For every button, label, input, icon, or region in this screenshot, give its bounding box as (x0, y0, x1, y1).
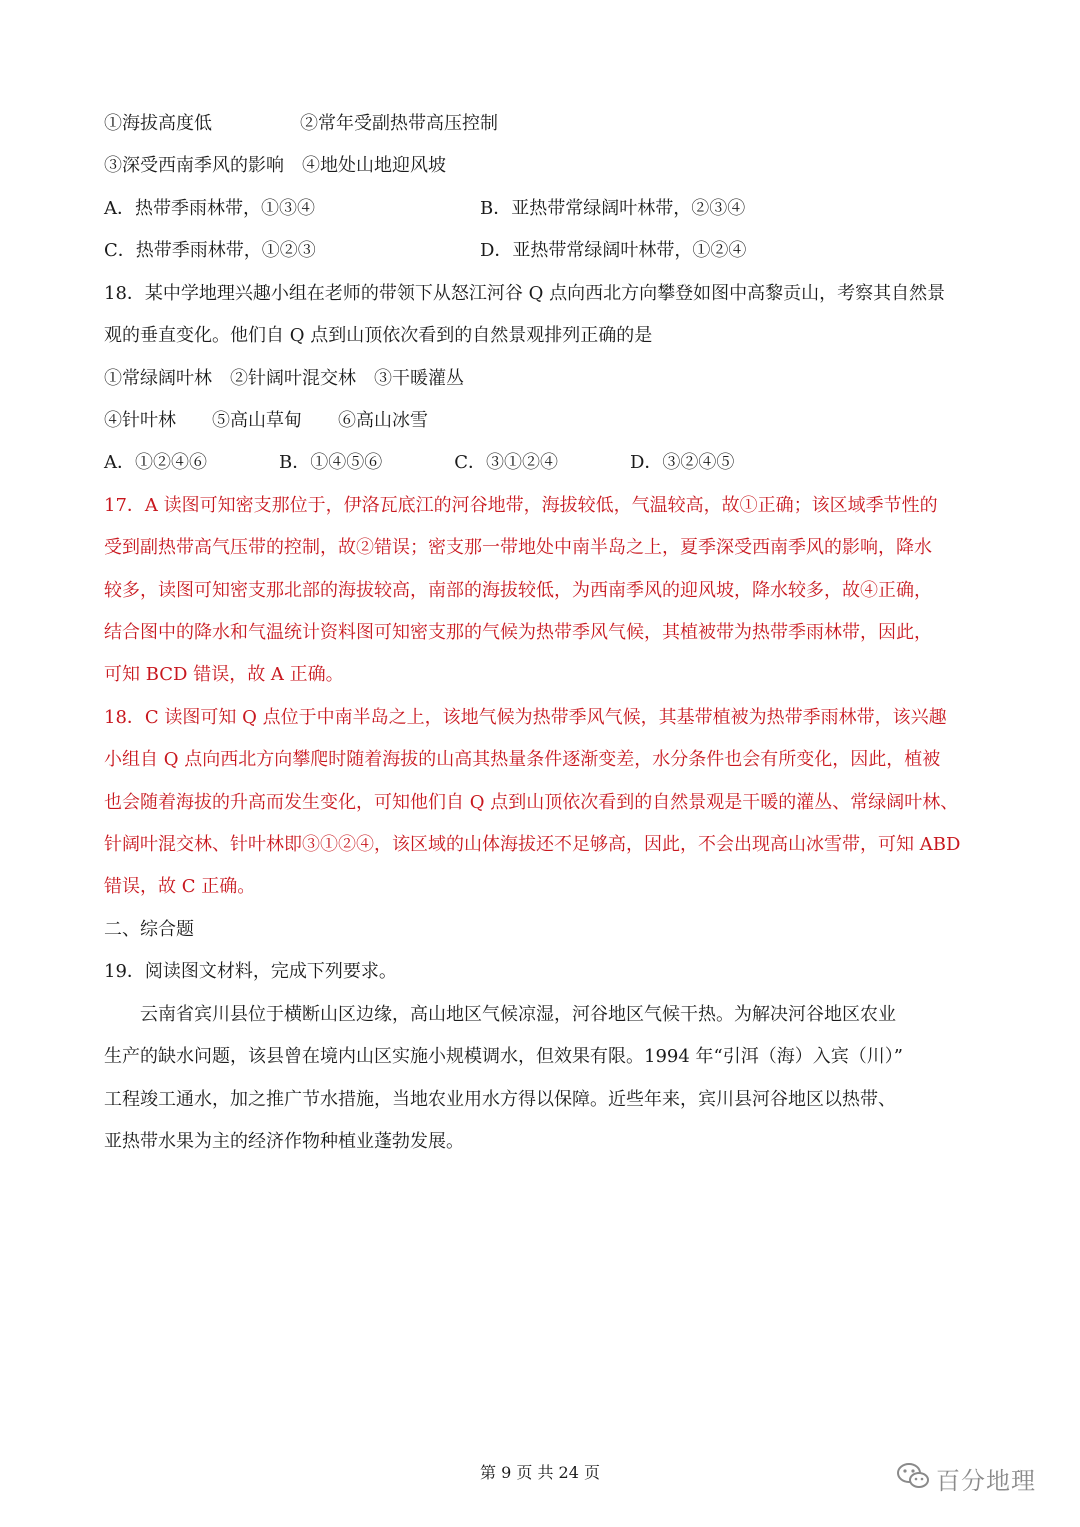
watermark (896, 1462, 1036, 1494)
answer-17-line: 受到副热带高气压带的控制，故②错误；密支那一带地处中南半岛之上，夏季深受西南季风的影响，降水 (104, 537, 932, 558)
material-line: 生产的缺水问题，该县曾在境内山区实施小规模调水，但效果有限。1994 年“引洱（海）入宾（川）” (104, 1046, 903, 1067)
watermark-text: 百分地理 (936, 1466, 1036, 1495)
question-18-stem-line-1: 18．某中学地理兴趣小组在老师的带领下从怒江河谷 Q 点向西北方向攀登如图中高黎贡山，考察其自然景 (104, 283, 946, 304)
statement-2: ②常年受副热带高压控制 (300, 113, 498, 134)
choice-b: B．亚热带常绿阔叶林带，②③④ (480, 198, 746, 219)
section-2-title: 二、综合题 (104, 919, 194, 940)
choice-c: C．热带季雨林带，①②③ (104, 240, 316, 261)
page-number: 第 9 页 共 24 页 (480, 1463, 600, 1482)
answer-17-line: 17．A 读图可知密支那位于，伊洛瓦底江的河谷地带，海拔较低，气温较高，故①正确；该区域季节性的 (104, 495, 938, 516)
choice-a: A．热带季雨林带，①③④ (104, 198, 315, 219)
answer-18-line: 小组自 Q 点向西北方向攀爬时随着海拔的山高其热量条件逐渐变差，水分条件也会有所变化，因此，植被 (104, 749, 941, 770)
question-18-items-line-1: ①常绿阔叶林 ②针阔叶混交林 ③干暖灌丛 (104, 368, 464, 389)
question-19-stem: 19．阅读图文材料，完成下列要求。 (104, 961, 397, 982)
answer-17-line: 较多，读图可知密支那北部的海拔较高，南部的海拔较低，为西南季风的迎风坡，降水较多，故④正确， (104, 580, 932, 601)
question-18-choices: A．①②④⑥ B．①④⑤⑥ C．③①②④ D．③②④⑤ (104, 452, 735, 473)
question-18-stem-line-2: 观的垂直变化。他们自 Q 点到山顶依次看到的自然景观排列正确的是 (104, 325, 653, 346)
material-line: 工程竣工通水，加之推广节水措施，当地农业用水方得以保障。近些年来，宾川县河谷地区以热带、 (104, 1089, 896, 1110)
statement-3-4: ③深受西南季风的影响 ④地处山地迎风坡 (104, 155, 446, 176)
answer-17-line: 结合图中的降水和气温统计资料图可知密支那的气候为热带季风气候，其植被带为热带季雨林带，因此， (104, 622, 932, 643)
question-18-items-line-2: ④针叶林 ⑤高山草甸 ⑥高山冰雪 (104, 410, 428, 431)
answer-18-line: 也会随着海拔的升高而发生变化，可知他们自 Q 点到山顶依次看到的自然景观是干暖的灌丛、常绿阔叶林、 (104, 792, 959, 813)
wechat-icon (896, 1462, 930, 1494)
statement-1: ①海拔高度低 (104, 113, 212, 134)
answer-18-line: 针阔叶混交林、针叶林即③①②④，该区域的山体海拔还不足够高，因此，不会出现高山冰雪带，可知 ABD (104, 834, 961, 855)
answer-18-line: 18．C 读图可知 Q 点位于中南半岛之上，该地气候为热带季风气候，其基带植被为热带季雨林带，该兴趣 (104, 707, 947, 728)
choice-d: D．亚热带常绿阔叶林带，①②④ (480, 240, 747, 261)
answer-17-line: 可知 BCD 错误，故 A 正确。 (104, 664, 344, 685)
material-line: 亚热带水果为主的经济作物种植业蓬勃发展。 (104, 1131, 464, 1152)
answer-18-line: 错误，故 C 正确。 (104, 876, 256, 897)
material-line: 云南省宾川县位于横断山区边缘，高山地区气候凉湿，河谷地区气候干热。为解决河谷地区农业 (104, 1004, 896, 1025)
